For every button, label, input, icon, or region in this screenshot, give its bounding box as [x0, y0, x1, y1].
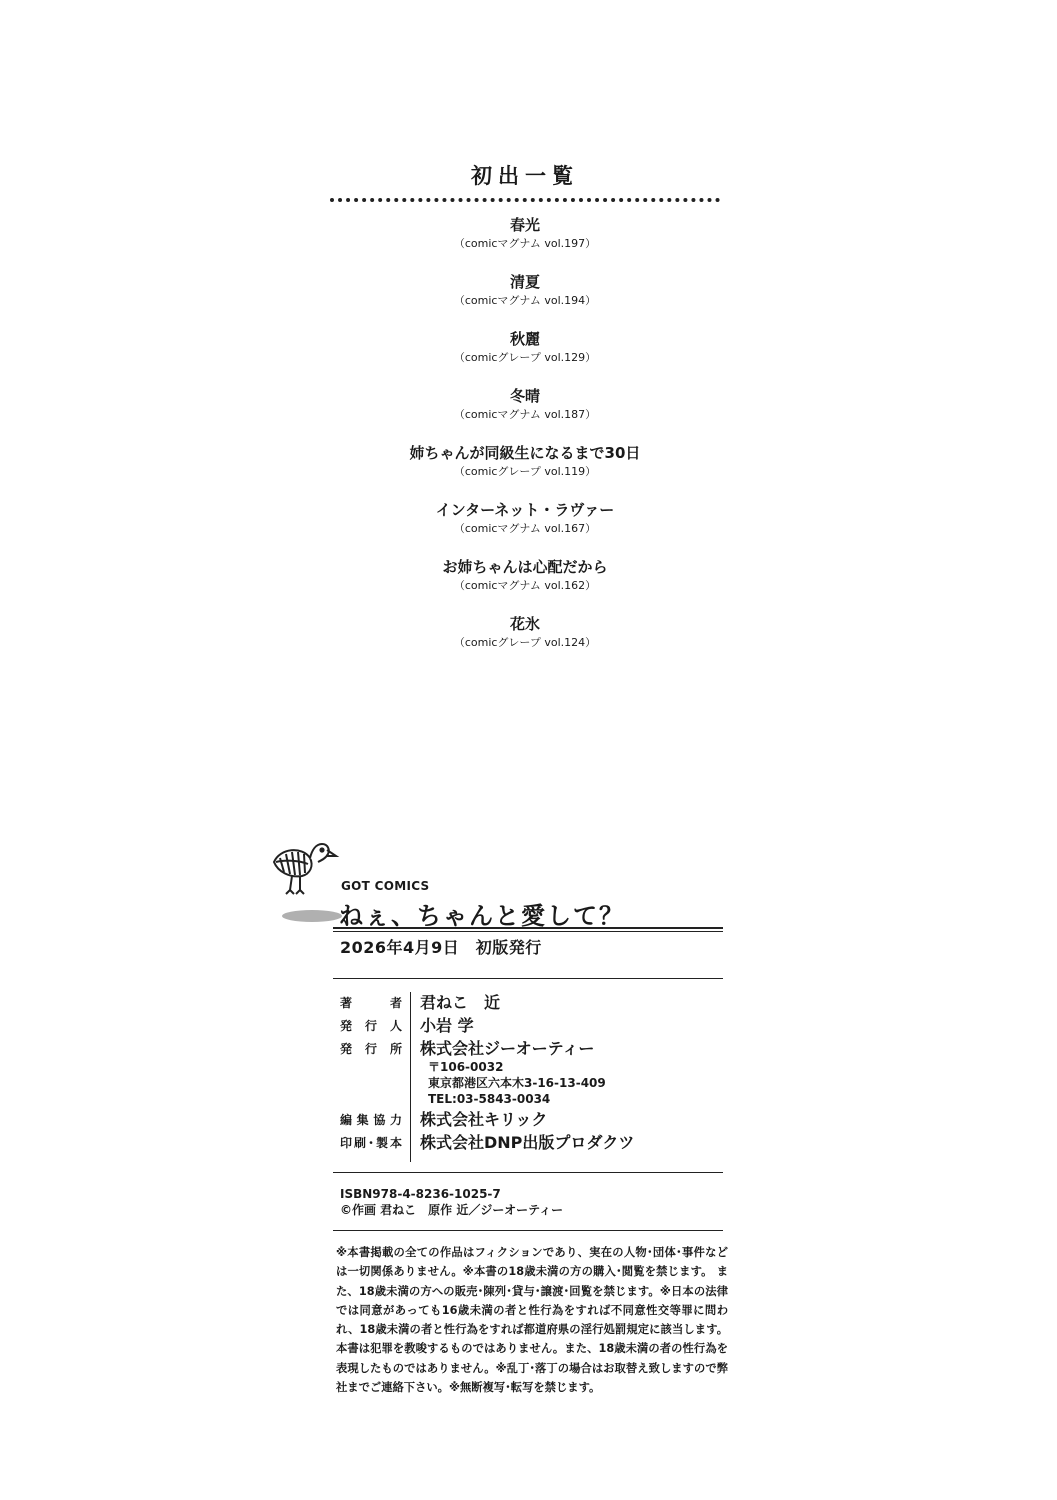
credit-name: 株式会社DNP出版プロダクツ [420, 1133, 635, 1152]
list-item [330, 500, 720, 557]
story-title: 春光 [509, 216, 540, 234]
list-item [330, 614, 720, 671]
credit-row [340, 990, 730, 1013]
isbn-block [340, 1186, 563, 1218]
credits-block [340, 990, 730, 1153]
story-source: （comicグレープ vol.119） [453, 465, 597, 478]
credit-row [340, 1036, 730, 1059]
story-source: （comicマグナム vol.194） [453, 294, 597, 307]
credit-name: 株式会社キリック [420, 1110, 548, 1129]
list-item [330, 215, 720, 272]
list-item [330, 443, 720, 500]
credit-role: 発行人 [340, 1019, 402, 1033]
credit-row [340, 1130, 730, 1153]
legal-notice: ※本書掲載の全ての作品はフィクションであり、実在の人物･団体･事件などは一切関係ありません。※本書の18歳未満の方の購入･閲覧を禁じます。 また、18歳未満の方への販売･陳列･貸与･譲渡･回覧を禁じます。※日本の法律では同意があっても16歳未満の者と性行為をすれば不同意性交等罪に問われ、18歳未満の者と性行為をすれば都道府県の淫行処罰規定に該当します。本書は犯罪を教唆するものではありません。また、18歳未満の者の性行為を表現したものではありません。※乱丁･落丁の場合はお取替え致しますので弊社までご連絡下さい。※無断複写･転写を禁じます。 [336, 1246, 728, 1395]
isbn: ISBN978-4-8236-1025-7 [340, 1187, 501, 1201]
credit-role: 著者 [340, 996, 402, 1010]
story-source: （comicマグナム vol.197） [453, 237, 597, 250]
story-title: 花氷 [509, 615, 540, 633]
postal-code: 〒106-0032 [428, 1060, 504, 1074]
imprint-label: GOT COMICS [341, 879, 430, 893]
toc-title: 初出一覧 [471, 164, 579, 188]
credit-row [340, 1013, 730, 1036]
book-title: ねぇ、ちゃんと愛して？ [339, 902, 625, 930]
story-title: 清夏 [509, 273, 540, 291]
phone-number: TEL:03-5843-0034 [428, 1092, 551, 1106]
credit-name: 小岩 学 [420, 1016, 474, 1035]
street-address: 東京都港区六本木3-16-13-409 [428, 1076, 606, 1090]
publisher-address [340, 1059, 730, 1107]
dotted-divider [330, 198, 720, 202]
story-title: 姉ちゃんが同級生になるまで30日 [409, 444, 641, 462]
credit-name: 君ねこ 近 [420, 993, 501, 1012]
story-source: （comicマグナム vol.167） [453, 522, 597, 535]
list-item [330, 557, 720, 614]
story-title: 秋麗 [509, 330, 540, 348]
story-title: 冬晴 [509, 387, 540, 405]
story-source: （comicマグナム vol.162） [453, 579, 597, 592]
credit-row [340, 1107, 730, 1130]
credit-role: 編集協力 [340, 1113, 402, 1127]
list-item [330, 386, 720, 443]
story-source: （comicグレープ vol.124） [453, 636, 597, 649]
copyright: ©作画 君ねこ 原作 近／ジーオーティー [340, 1203, 564, 1217]
bird-logo-icon [270, 836, 350, 928]
toc-list [330, 215, 720, 671]
divider [333, 927, 723, 932]
release-date: 2026年4月9日 初版発行 [340, 938, 542, 957]
story-source: （comicマグナム vol.187） [453, 408, 597, 421]
credit-role: 発行所 [340, 1042, 402, 1056]
list-item [330, 272, 720, 329]
story-title: インターネット・ラヴァー [435, 501, 615, 519]
list-item [330, 329, 720, 386]
credit-name: 株式会社ジーオーティー [420, 1039, 595, 1058]
divider [333, 978, 723, 979]
divider [333, 1230, 723, 1231]
story-title: お姉ちゃんは心配だから [442, 558, 608, 576]
credit-role: 印刷･製本 [340, 1136, 402, 1150]
divider [333, 1172, 723, 1173]
story-source: （comicグレープ vol.129） [453, 351, 597, 364]
